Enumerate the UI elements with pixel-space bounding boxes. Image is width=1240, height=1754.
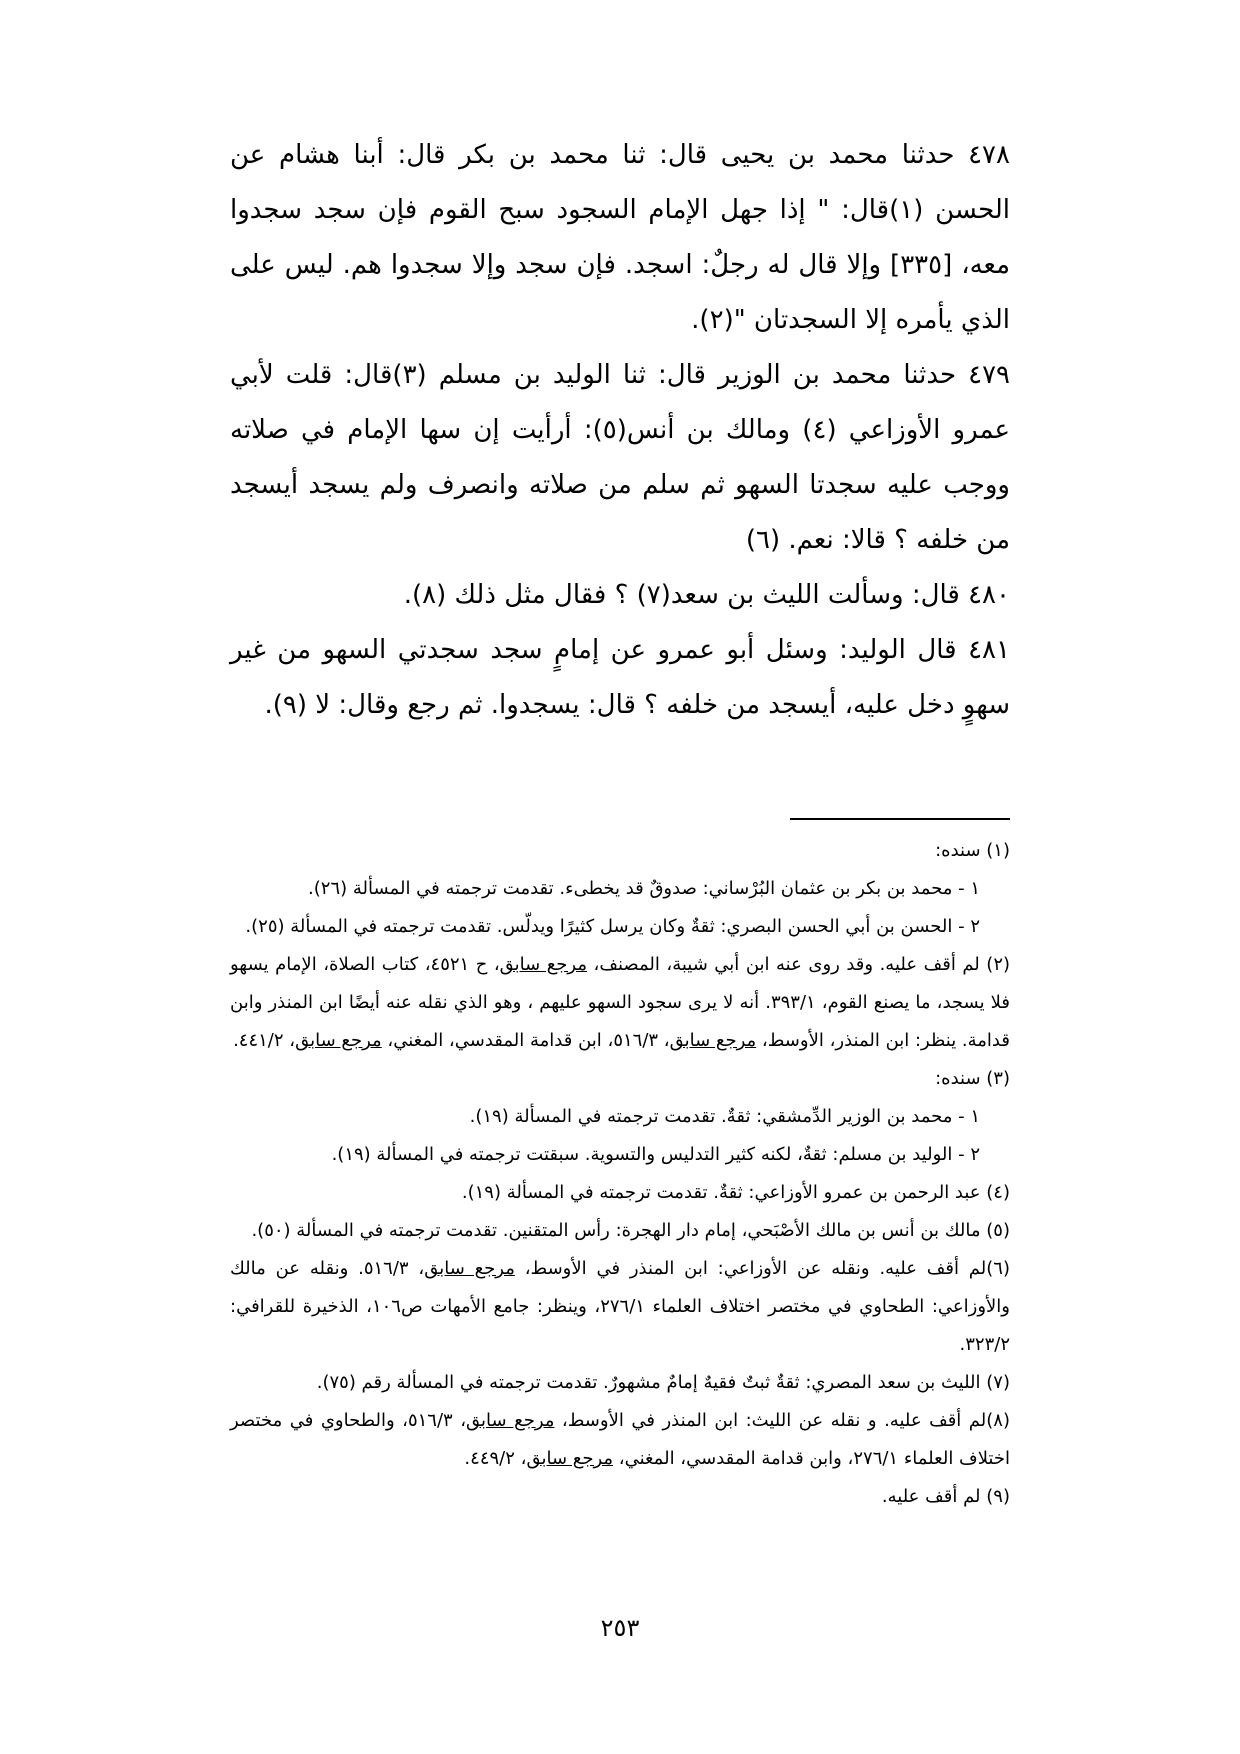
footnote-6-text-a: (٦)لم أقف عليه. ونقله عن الأوزاعي: ابن المنذر في الأوسط، — [514, 1258, 1010, 1279]
paragraph-480: ٤٨٠ قال: وسألت الليث بن سعد(٧) ؟ فقال مثل ذلك (٨). — [403, 580, 1010, 610]
footnote-2 — [230, 946, 1010, 1060]
footnote-8-text-b: ، ٥١٦/٣، والطحاوي في مختصر اختلاف العلماء ٢٧٦/١، وابن قدامة المقدسي، المغني، — [230, 1410, 1010, 1469]
footnote-8-text-c: ، ٤٤٩/٢. — [464, 1448, 527, 1469]
footnote-3-heading: (٣) سنده: — [935, 1068, 1010, 1089]
footnote-8-text-a: (٨)لم أقف عليه. و نقله عن الليث: ابن المنذر في الأوسط، — [554, 1410, 1010, 1431]
footnote-divider — [790, 818, 1010, 820]
footnote-8-reference-2: مرجع سابق — [526, 1448, 614, 1469]
footnote-1-heading: (١) سنده: — [935, 840, 1010, 861]
paragraph-479: ٤٧٩ حدثنا محمد بن الوزير قال: ثنا الوليد بن مسلم (٣)قال: قلت لأبي عمرو الأوزاعي (٤) ومالك بن أنس(٥): أرأيت إن سها الإمام في صلاته ووجب عليه سجدتا السهو ثم سلم من صلاته وانصرف ولم يسجد أيسجد من خلفه ؟ قالا: نعم. (٦) — [230, 360, 1011, 555]
footnote-5: (٥) مالك بن أنس بن مالك الأصْبَحي، إمام دار الهجرة: رأس المتقنين. تقدمت ترجمته في المسألة (٥٠). — [251, 1220, 1010, 1241]
paragraph-478: ٤٧٨ حدثنا محمد بن يحيى قال: ثنا محمد بن بكر قال: أبنا هشام عن الحسن (١)قال: " إذا جهل الإمام السجود سبح القوم فإن سجد سجدوا معه، [٣٣٥] وإلا قال له رجلٌ: اسجد. فإن سجد وإلا سجدوا هم. ليس على الذي يأمره إلا السجدتان "(٢). — [230, 140, 1010, 335]
footnote-6 — [230, 1250, 1010, 1364]
footnote-2-text-b: ، ح ٤٥٢١، كتاب الصلاة، الإمام يسهو فلا يسجد، ما يصنع القوم، ٣٩٣/١. أنه لا يرى سجود السهو عليهم ، وهو الذي نقله عنه أيضًا ابن المنذر وابن قدامة. ينظر: ابن المنذر، الأوسط، — [230, 954, 1010, 1051]
footnote-1-item-2: ٢ - الحسن بن أبي الحسن البصري: ثقةٌ وكان يرسل كثيرًا ويدلّس. تقدمت ترجمته في المسألة (٢٥). — [245, 916, 980, 937]
paragraph-481: ٤٨١ قال الوليد: وسئل أبو عمرو عن إمامٍ سجد سجدتي السهو من غير سهوٍ دخل عليه، أيسجد من خلفه ؟ قال: يسجدوا. ثم رجع وقال: لا (٩). — [230, 635, 1010, 720]
page-number: ٢٥٣ — [600, 1614, 640, 1642]
footnote-3-item-1: ١ - محمد بن الوزير الدِّمشقي: ثقةٌ. تقدمت ترجمته في المسألة (١٩). — [469, 1106, 980, 1127]
footnote-1-item-1: ١ - محمد بن بكر بن عثمان البُرْساني: صدوقٌ قد يخطىء. تقدمت ترجمته في المسألة (٢٦). — [308, 878, 980, 899]
footnote-8 — [230, 1402, 1010, 1478]
footnote-4: (٤) عبد الرحمن بن عمرو الأوزاعي: ثقةٌ. تقدمت ترجمته في المسألة (١٩). — [461, 1182, 1010, 1203]
footnote-2-text-d: ، ٤٤١/٢. — [233, 1030, 296, 1051]
footnote-9: (٩) لم أقف عليه. — [881, 1486, 1010, 1507]
footnote-2-reference-1: مرجع سابق — [499, 954, 588, 975]
footnote-6-text-b: ، ٥١٦/٣. ونقله عن مالك والأوزاعي: الطحاوي في مختصر اختلاف العلماء ٢٧٦/١، وينظر: جامع الأمهات ص١٠٦، الذخيرة للقرافي: ٣٢٣/٢. — [230, 1258, 1010, 1355]
footnote-2-text-a: (٢) لم أقف عليه. وقد روى عنه ابن أبي شيبة، المصنف، — [587, 954, 1011, 975]
main-text — [230, 128, 1010, 733]
footnote-2-reference-2: مرجع سابق — [669, 1030, 757, 1051]
footnote-8-reference-1: مرجع سابق — [466, 1410, 555, 1431]
footnotes — [230, 832, 1010, 1516]
footnote-2-text-c: ، ٥١٦/٣، ابن قدامة المقدسي، المغني، — [381, 1030, 670, 1051]
footnote-6-reference-1: مرجع سابق — [424, 1258, 515, 1279]
footnote-2-reference-3: مرجع سابق — [295, 1030, 382, 1051]
footnote-7: (٧) الليث بن سعد المصري: ثقةٌ ثبتٌ فقيهٌ إمامٌ مشهورٌ. تقدمت ترجمته في المسألة رقم (٧٥). — [316, 1372, 1010, 1393]
footnote-3-item-2: ٢ - الوليد بن مسلم: ثقةٌ، لكنه كثير التدليس والتسوية. سبقتت ترجمته في المسألة (١٩). — [331, 1144, 980, 1165]
